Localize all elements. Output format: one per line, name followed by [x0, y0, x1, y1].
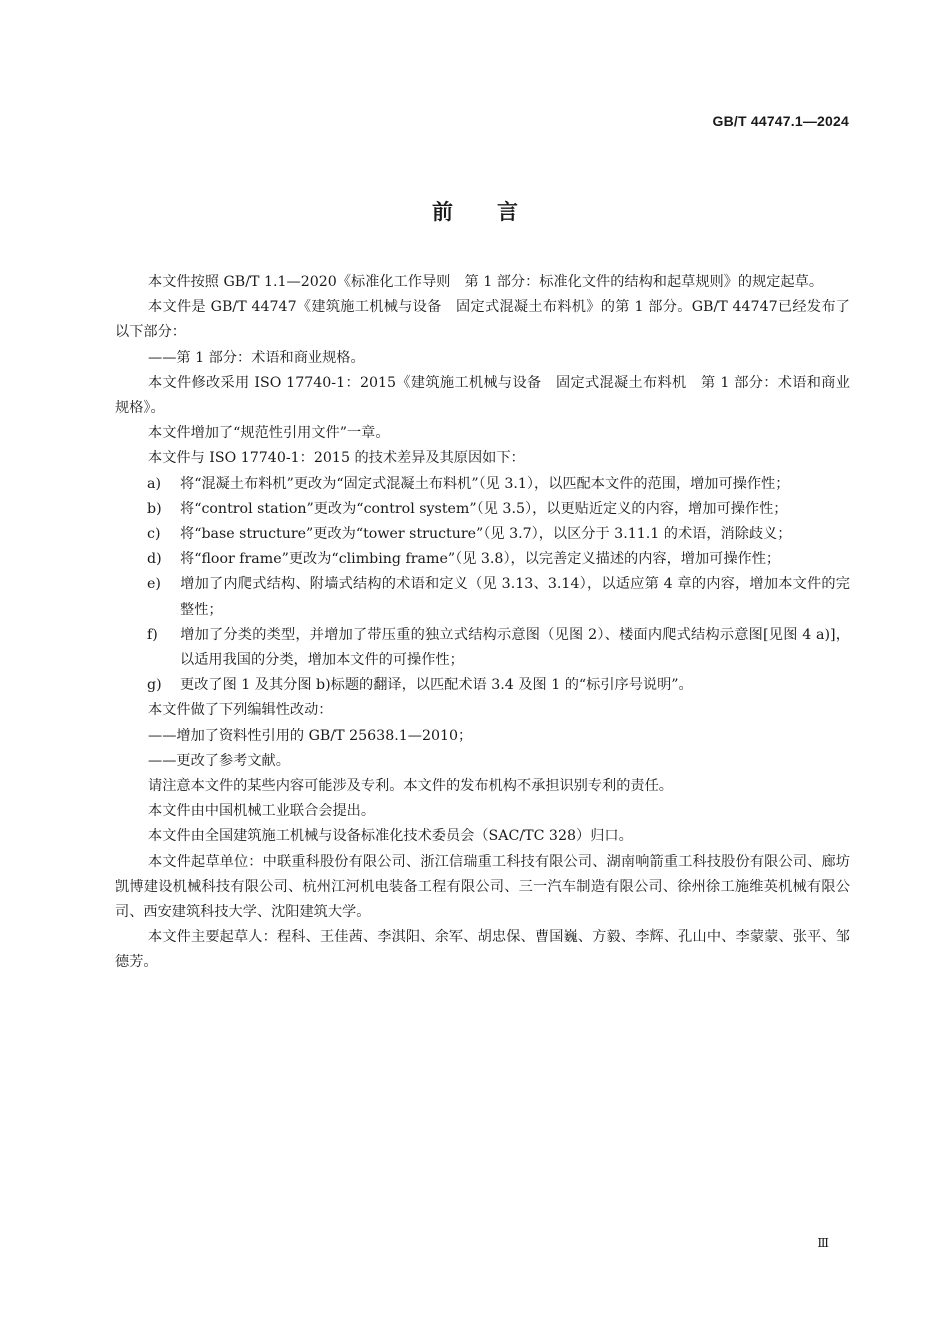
item-text: 更改了图 1 及其分图 b)标题的翻译，以匹配术语 3.4 及图 1 的“标引序号说明”。: [180, 677, 693, 694]
item-text: 将“base structure”更改为“tower structure”（见 3.7），以区分于 3.11.1 的术语，消除歧义；: [180, 526, 792, 543]
difference-item: [115, 673, 850, 698]
list-item: ——第 1 部分：术语和商业规格。: [148, 349, 365, 366]
list-item: ——增加了资料性引用的 GB/T 25638.1—2010；: [148, 727, 473, 744]
item-label: b): [147, 500, 162, 517]
item-label: f): [147, 626, 158, 643]
paragraph: 本文件起草单位：中联重科股份有限公司、浙江信瑞重工科技有限公司、湖南响箭重工科技股份有限公司、廊坊凯博建设机械科技有限公司、杭州江河机电装备工程有限公司、三一汽车制造有限公司、徐州徐工施维英机械有限公司、西安建筑科技大学、沈阳建筑大学。: [115, 853, 850, 921]
item-label: g): [147, 677, 162, 694]
paragraph: 本文件由全国建筑施工机械与设备标准化技术委员会（SAC/TC 328）归口。: [148, 828, 633, 845]
list-item: ——更改了参考文献。: [148, 752, 290, 769]
page-title: 前言: [432, 200, 562, 224]
item-label: c): [147, 526, 161, 543]
paragraph: 本文件修改采用 ISO 17740-1：2015《建筑施工机械与设备 固定式混凝土布料机 第 1 部分：术语和商业规格》。: [115, 374, 850, 417]
item-text: 增加了内爬式结构、附墙式结构的术语和定义（见 3.13、3.14），以适应第 4 章的内容，增加本文件的完整性；: [180, 576, 850, 618]
item-label: a): [147, 475, 161, 492]
paragraph: 本文件按照 GB/T 1.1—2020《标准化工作导则 第 1 部分：标准化文件的结构和起草规则》的规定起草。: [148, 274, 824, 290]
difference-item: [115, 472, 850, 497]
item-label: e): [147, 576, 161, 593]
paragraph: 本文件做了下列编辑性改动：: [148, 702, 333, 719]
difference-item: [115, 572, 850, 622]
item-text: 增加了分类的类型，并增加了带压重的独立式结构示意图（见图 2）、楼面内爬式结构示意图[见图 4 a)]，以适用我国的分类，增加本文件的可操作性；: [180, 626, 850, 669]
difference-item: [115, 547, 850, 572]
item-text: 将“floor frame”更改为“climbing frame”（见 3.8），以完善定义描述的内容，增加可操作性；: [180, 551, 781, 568]
paragraph: 本文件主要起草人：程科、王佳茜、李淇阳、余军、胡忠保、曹国巍、方毅、李辉、孔山中、李蒙蒙、张平、邹德芳。: [115, 929, 850, 971]
difference-item: [115, 623, 850, 673]
difference-item: [115, 522, 850, 547]
standard-code: GB/T 44747.1—2024: [712, 113, 849, 129]
paragraph: 本文件增加了“规范性引用文件”一章。: [148, 425, 390, 442]
paragraph: 请注意本文件的某些内容可能涉及专利。本文件的发布机构不承担识别专利的责任。: [148, 778, 673, 795]
item-text: 将“混凝土布料机”更改为“固定式混凝土布料机”（见 3.1），以匹配本文件的范围，增加可操作性；: [180, 475, 790, 492]
paragraph: 本文件是 GB/T 44747《建筑施工机械与设备 固定式混凝土布料机》的第 1 部分。GB/T 44747已经发布了以下部分：: [115, 299, 850, 341]
item-label: d): [147, 551, 162, 568]
paragraph: 本文件由中国机械工业联合会提出。: [148, 803, 376, 820]
page-number: Ⅲ: [817, 1236, 829, 1250]
item-text: 将“control station”更改为“control system”（见 3.5），以更贴近定义的内容，增加可操作性；: [180, 500, 788, 517]
difference-item: [115, 497, 850, 522]
paragraph: 本文件与 ISO 17740-1：2015 的技术差异及其原因如下：: [148, 450, 525, 467]
foreword-body: [115, 270, 850, 976]
